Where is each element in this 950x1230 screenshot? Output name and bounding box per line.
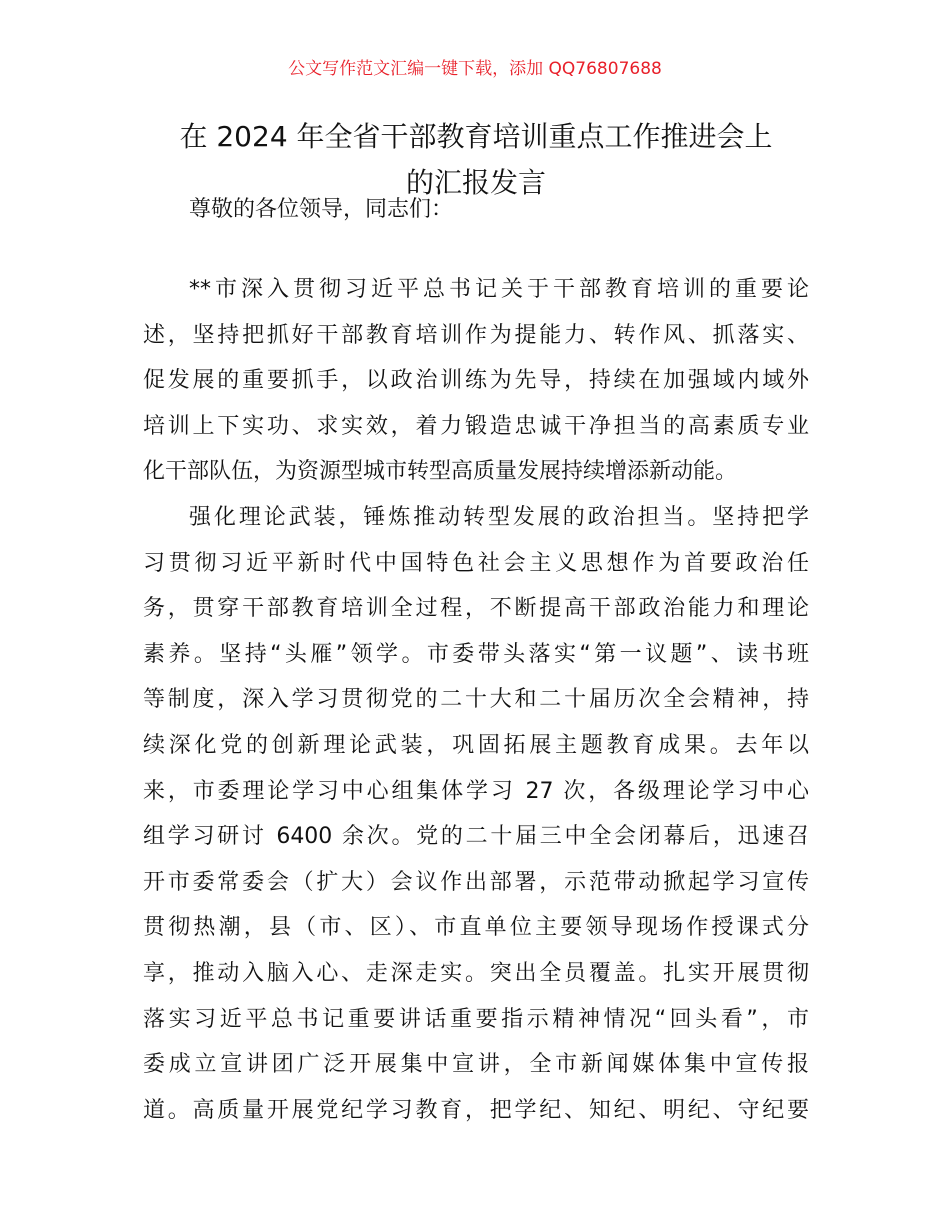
- paragraph-line: 来，市委理论学习中心组集体学习 27 次，各级理论学习中心: [143, 778, 809, 804]
- download-banner: 公文写作范文汇编一键下载，添加 QQ76807688: [288, 59, 662, 79]
- salutation: 尊敬的各位领导，同志们：: [189, 197, 454, 222]
- paragraph-line: 等制度，深入学习贯彻党的二十大和二十届历次全会精神，持: [143, 687, 809, 713]
- paragraph-line: 素养。坚持“头雁”领学。市委带头落实“第一议题”、读书班: [143, 641, 809, 667]
- paragraph-line: 委成立宣讲团广泛开展集中宣讲，全市新闻媒体集中宣传报: [143, 1052, 809, 1078]
- paragraph-line: 享，推动入脑入心、走深走实。突出全员覆盖。扎实开展贯彻: [143, 960, 809, 986]
- paragraph-line: 述，坚持把抓好干部教育培训作为提能力、转作风、抓落实、: [143, 322, 809, 348]
- paragraph-line: 务，贯穿干部教育培训全过程，不断提高干部政治能力和理论: [143, 596, 809, 622]
- paragraph-line: 续深化党的创新理论武装，巩固拓展主题教育成果。去年以: [143, 732, 809, 758]
- title-line-1: 在 2024 年全省干部教育培训重点工作推进会上: [179, 120, 773, 153]
- paragraph-1: [143, 267, 809, 495]
- paragraph-2: [143, 495, 809, 1133]
- paragraph-line: 培训上下实功、求实效，着力锻造忠诚干净担当的高素质专业: [143, 413, 809, 439]
- paragraph-line: 贯彻热潮，县（市、区）、市直单位主要领导现场作授课式分: [143, 915, 809, 941]
- title-line-2: 的汇报发言: [405, 166, 546, 199]
- paragraph-line: 落实习近平总书记重要讲话重要指示精神情况“回头看”，市: [143, 1006, 809, 1032]
- paragraph-line: 促发展的重要抓手，以政治训练为先导，持续在加强域内域外: [143, 368, 809, 394]
- paragraph-line: 习贯彻习近平新时代中国特色社会主义思想作为首要政治任: [143, 550, 809, 576]
- paragraph-line: 强化理论武装，锤炼推动转型发展的政治担当。坚持把学: [189, 505, 809, 530]
- paragraph-line: 开市委常委会（扩大）会议作出部署，示范带动掀起学习宣传: [143, 869, 809, 895]
- paragraph-line: **市深入贯彻习近平总书记关于干部教育培训的重要论: [189, 277, 809, 302]
- paragraph-line: 组学习研讨 6400 余次。党的二十届三中全会闭幕后，迅速召: [143, 824, 809, 850]
- paragraph-line: 化干部队伍，为资源型城市转型高质量发展持续增添新动能。: [143, 459, 738, 485]
- paragraph-line: 道。高质量开展党纪学习教育，把学纪、知纪、明纪、守纪要: [143, 1097, 809, 1123]
